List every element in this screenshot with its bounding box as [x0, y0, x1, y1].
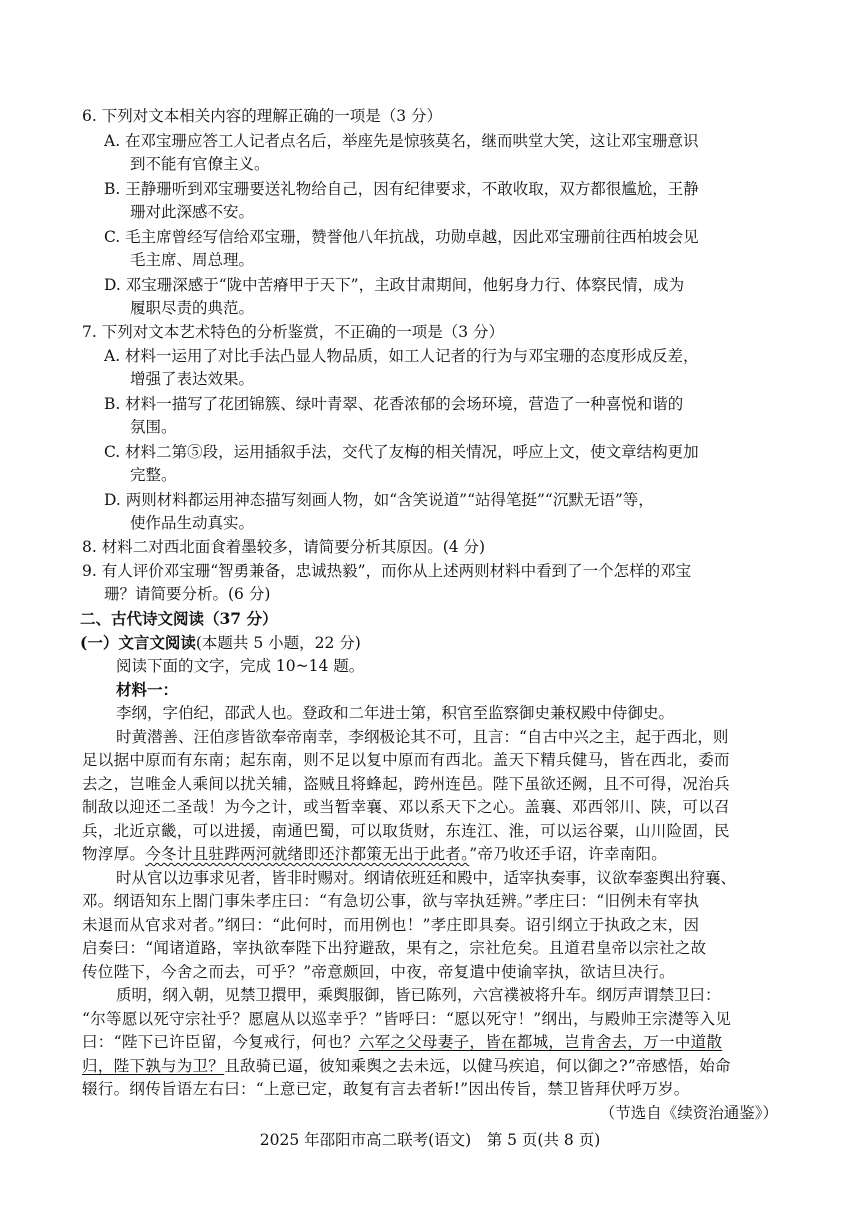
passage-p3-line3: 未退而从官求对者。”纲曰：“此何时，而用例也！”孝庄即具奏。诏引纲立于执政之末，因	[82, 916, 700, 934]
passage-p4-line2: “尔等愿以死守宗社乎？愿扈从以巡幸乎？”皆呼曰：“愿以死守！”纲出，与殿帅王宗濋等入见	[82, 1010, 732, 1028]
passage-p2-line6-start: 物淳厚。	[82, 845, 146, 863]
passage-p3-line4: 启奏曰：“闻诸道路，宰执欲奉陛下出狩避敌，果有之，宗社危矣。且道君皇帝以宗社之故	[82, 939, 707, 957]
q6-option-a-line2: 到不能有官僚主义。	[130, 155, 270, 173]
q7-option-c-line1: C. 材料二第⑤段，运用插叙手法，交代了友梅的相关情况，呼应上文，使文章结构更加	[104, 443, 699, 461]
q7-option-d-line2: 使作品生动真实。	[130, 514, 255, 532]
q7-option-c-line2: 完整。	[130, 466, 177, 484]
section-title: 二、古代诗文阅读（37 分）	[80, 609, 278, 628]
passage-p2-line6-end: ”帝乃收还手诏，许幸南阳。	[469, 845, 668, 863]
passage-p1: 李纲，字伯纪，邵武人也。登政和二年进士第，积官至监察御史兼权殿中侍御史。	[116, 704, 675, 722]
passage-p2-line5: 兵，北近京畿，可以进援，南通巴蜀，可以取货财，东连江、淮，可以运谷粟，山川险固，民	[82, 822, 730, 840]
subsection-heading	[80, 633, 361, 653]
q6-option-b-line1: B. 王静珊听到邓宝珊要送礼物给自己，因有纪律要求，不敢收取，双方都很尴尬，王静	[104, 180, 699, 198]
q6-option-d-line2: 履职尽责的典范。	[130, 299, 255, 317]
passage-p2-line4: 制敌以迎还二圣哉！为今之计，或当暂幸襄、邓以系天下之心。盖襄、邓西邻川、陕，可以召	[82, 798, 730, 816]
q6-stem: 6. 下列对文本相关内容的理解正确的一项是（3 分）	[82, 107, 443, 125]
q6-option-c-line1: C. 毛主席曾经写信给邓宝珊，赞誉他八年抗战，功勋卓越，因此邓宝珊前往西柏坡会见	[104, 228, 699, 246]
q7-option-b-line1: B. 材料一描写了花团锦簇、绿叶青翠、花香浓郁的会场环境，营造了一种喜悦和谐的	[104, 395, 684, 413]
underlined-sentence-part1: 六军之父母妻子，皆在都城，岂肯舍去，万一中道散	[358, 1033, 723, 1051]
passage-p3-line1: 时从官以边事求见者，皆非时赐对。纲请依班廷和殿中，适宰执奏事，议欲奉銮舆出狩襄、	[116, 869, 737, 887]
q7-option-d-line1: D. 两则材料都运用神态描写刻画人物，如“含笑说道”“站得笔挺”“沉默无语”等，	[104, 491, 654, 509]
passage-p2-line2: 足以据中原而有东南；起东南，则不足以复中原而有西北。盖天下精兵健马，皆在西北，委而	[82, 751, 730, 769]
q9-stem-line1: 9. 有人评价邓宝珊“智勇兼备，忠诚热毅”，而你从上述两则材料中看到了一个怎样的邓宝	[82, 562, 692, 580]
q8-stem: 8. 材料二对西北面食着墨较多，请简要分析其原因。(4 分)	[82, 538, 486, 556]
passage-p4-line3-start: 曰：“陛下已许臣留，今复戒行，何也？	[82, 1033, 359, 1051]
q6-option-a-line1: A. 在邓宝珊应答工人记者点名后，举座先是惊骇莫名，继而哄堂大笑，这让邓宝珊意识	[104, 132, 699, 150]
q7-option-a-line1: A. 材料一运用了对比手法凸显人物品质，如工人记者的行为与邓宝珊的态度形成反差，	[104, 347, 699, 365]
q6-option-b-line2: 珊对此深感不安。	[130, 203, 255, 221]
q6-option-d-line1: D. 邓宝珊深感于“陇中苦瘠甲于天下”，主政甘肃期间，他躬身力行、体察民情，成为	[104, 276, 685, 294]
passage-p2-line3: 去之，岂唯金人乘间以扰关辅，盗贼且将蜂起，跨州连邑。陛下虽欲还阙，且不可得，况治兵	[82, 775, 730, 793]
passage-p4-line1: 质明，纲入朝，见禁卫擐甲，乘舆服御，皆已陈列，六宫襆被将升车。纲厉声谓禁卫曰：	[116, 986, 721, 1004]
passage-source: （节选自《续资治通鉴》）	[599, 1104, 778, 1122]
passage-p2-line1: 时黄潜善、汪伯彦皆欲奉帝南幸，李纲极论其不可，且言：“自古中兴之主，起于西北，则	[116, 728, 729, 746]
passage-p4-line3	[82, 1032, 722, 1052]
subsection-note: (本题共 5 小题，22 分)	[195, 634, 361, 652]
passage-p4-line5: 辍行。纲传旨语左右曰：“上意已定，敢复有言去者斩!”因出传旨，禁卫皆拜伏呼万岁。	[82, 1080, 690, 1098]
passage-p4-line4	[82, 1056, 731, 1076]
q6-option-c-line2: 毛主席、周总理。	[130, 251, 255, 269]
q7-stem: 7. 下列对文本艺术特色的分析鉴赏，不正确的一项是（3 分）	[82, 323, 505, 341]
q7-option-a-line2: 增强了表达效果。	[130, 370, 255, 388]
passage-p2-line6	[82, 844, 667, 864]
passage-p3-line5: 传位陛下，今舍之而去，可乎？”帝意颇回，中夜，帝复遣中使谕宰执，欲诘旦决行。	[82, 963, 675, 981]
passage-p4-line4-end: 且敌骑已逼，彼知乘舆之去未远，以健马疾追，何以御之?”帝感悟，始命	[224, 1057, 731, 1075]
material-label: 材料一：	[116, 680, 179, 699]
reading-instruction: 阅读下面的文字，完成 10~14 题。	[116, 657, 365, 675]
wavy-underlined-sentence: 今冬计且驻跸两河就绪即还汴都策无出于此者。	[145, 845, 470, 863]
page-footer: 2025 年邵阳市高二联考(语文) 第 5 页(共 8 页)	[259, 1131, 601, 1149]
underlined-sentence-part2: 归，陛下孰与为卫？	[82, 1057, 225, 1075]
subsection-title: (一）文言文阅读	[80, 633, 196, 652]
q7-option-b-line2: 氛围。	[130, 418, 177, 436]
passage-p3-line2: 邓。纲语知东上閤门事朱孝庄曰：“有急切公事，欲与宰执廷辨。”孝庄曰：“旧例未有宰执	[82, 892, 700, 910]
q9-stem-line2: 珊？请简要分析。(6 分)	[104, 585, 271, 603]
